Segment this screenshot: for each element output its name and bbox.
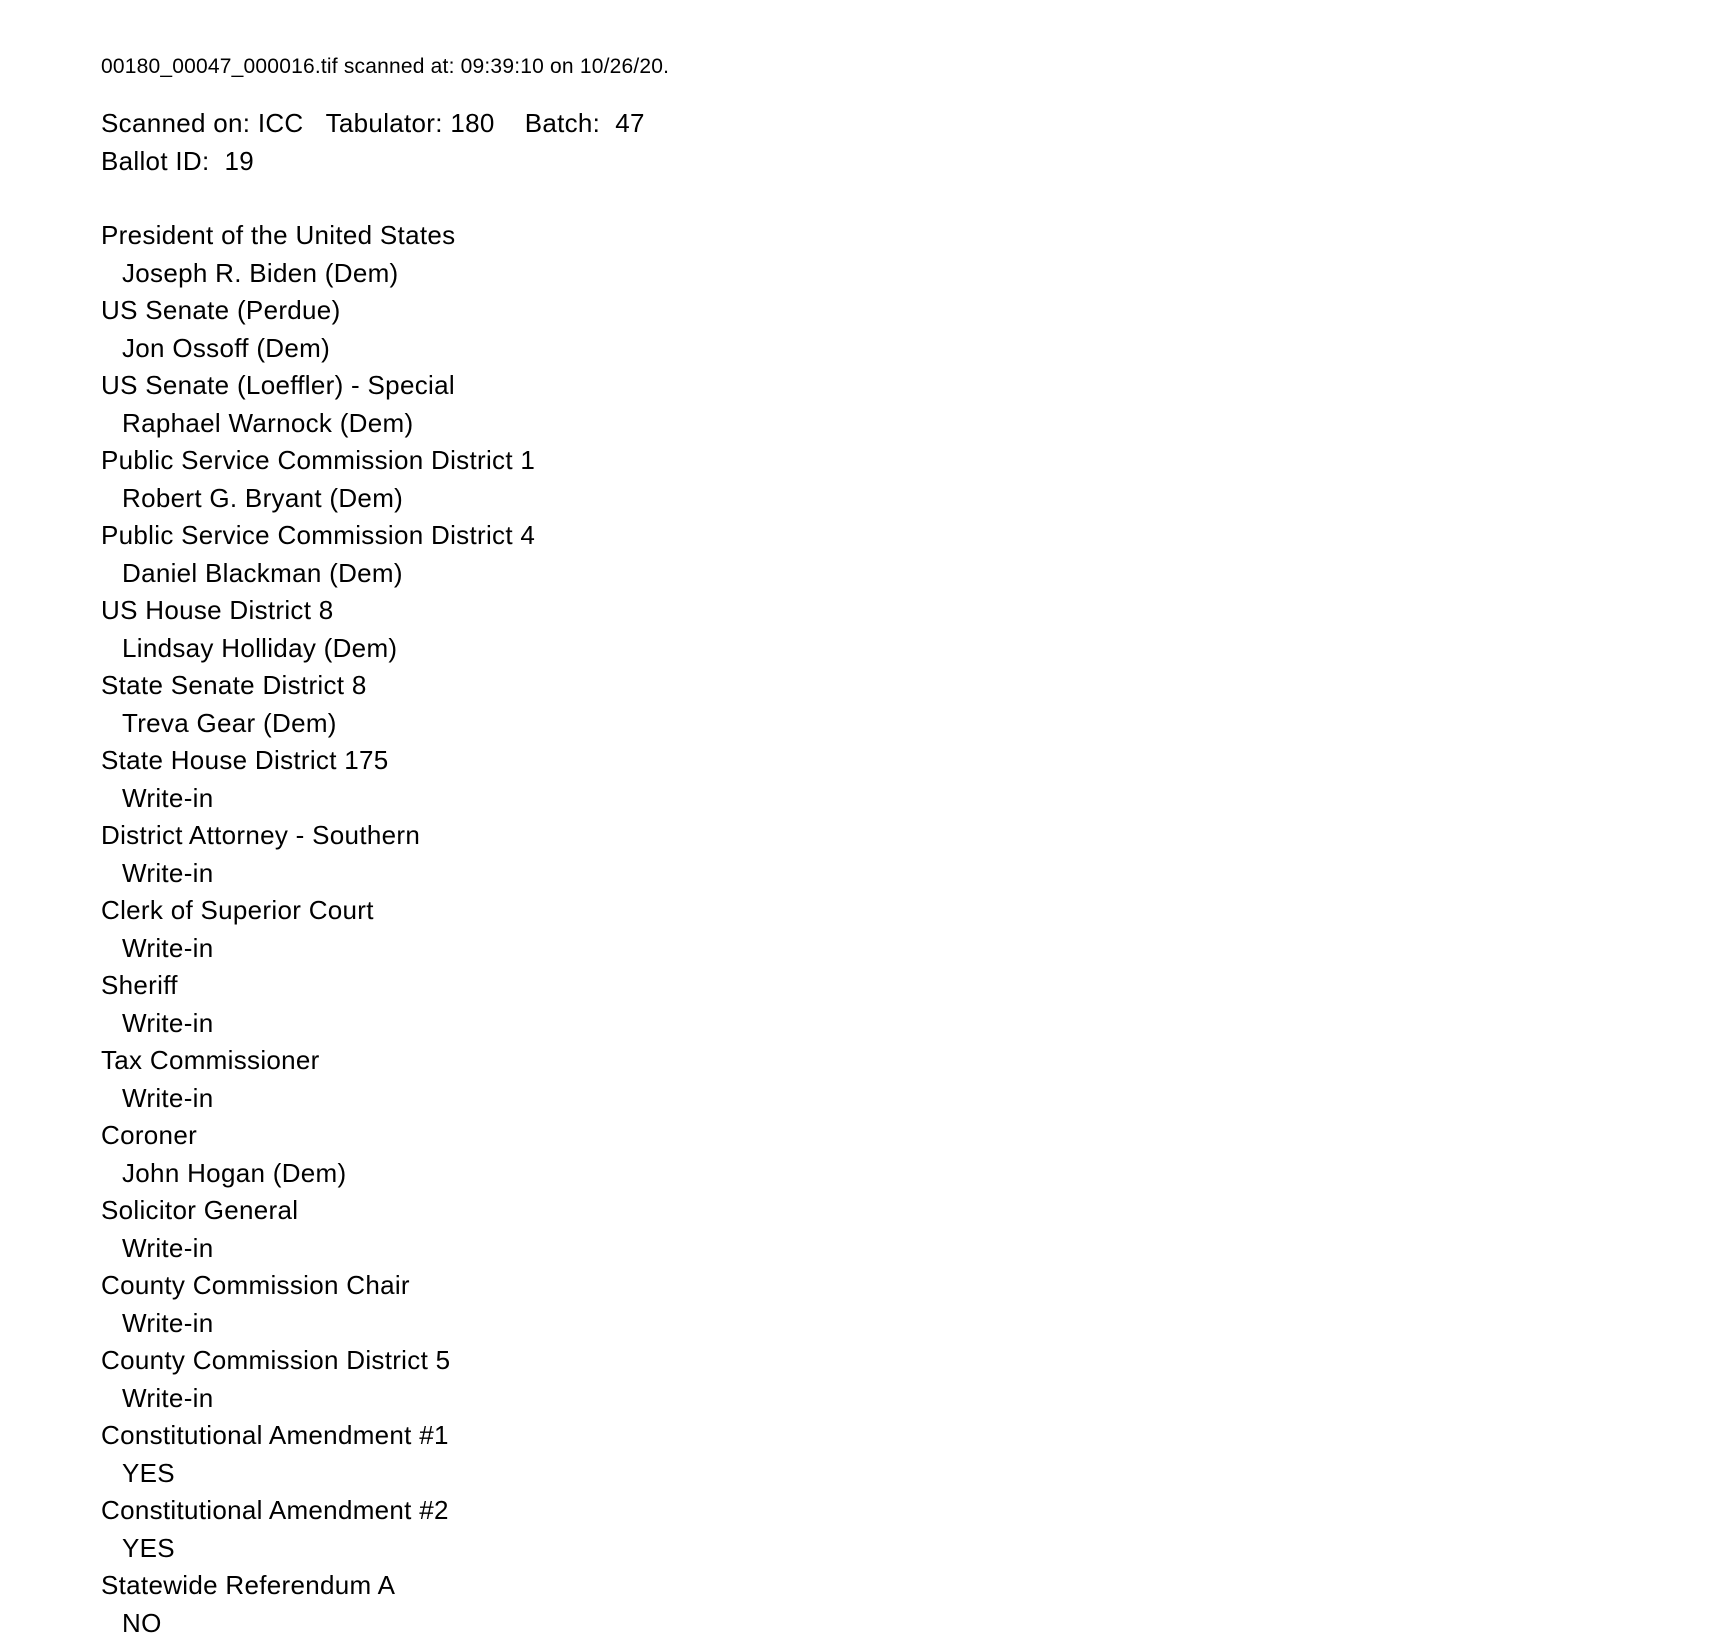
contest-choice: NO: [122, 1607, 162, 1638]
contest-item: [101, 1417, 1601, 1492]
contest-item: [101, 1492, 1601, 1567]
contest-item: [101, 892, 1601, 967]
contest-title: Public Service Commission District 1: [101, 445, 536, 475]
contest-title: US Senate (Perdue): [101, 295, 341, 325]
contest-title: Public Service Commission District 4: [101, 520, 536, 550]
contest-title: County Commission Chair: [101, 1270, 410, 1300]
contest-item: [101, 1192, 1601, 1267]
contest-item: [101, 292, 1601, 367]
contest-title: President of the United States: [101, 220, 456, 250]
contest-choice: Joseph R. Biden (Dem): [122, 257, 399, 288]
scanner-tabulator-batch-line: Scanned on: ICC Tabulator: 180 Batch: 47: [101, 108, 645, 138]
contest-choice: Write-in: [122, 932, 214, 963]
contest-choice: YES: [122, 1457, 175, 1488]
contest-title: State House District 175: [101, 745, 389, 775]
contest-title: Coroner: [101, 1120, 198, 1150]
contest-choice: Write-in: [122, 1007, 214, 1038]
contest-choice: Raphael Warnock (Dem): [122, 407, 414, 438]
contest-title: Constitutional Amendment #2: [101, 1495, 449, 1525]
contest-choice: Write-in: [122, 1082, 214, 1113]
contest-item: [101, 1342, 1601, 1417]
ballot-scan-page: [101, 48, 1601, 1642]
contest-choice: Daniel Blackman (Dem): [122, 557, 403, 588]
contest-choice: Write-in: [122, 857, 214, 888]
contest-list: [101, 217, 1601, 1642]
contest-title: Sheriff: [101, 970, 178, 1000]
contest-title: Tax Commissioner: [101, 1045, 320, 1075]
contest-title: State Senate District 8: [101, 670, 367, 700]
contest-choice: Write-in: [122, 1307, 214, 1338]
contest-item: [101, 1042, 1601, 1117]
contest-title: District Attorney - Southern: [101, 820, 421, 850]
contest-choice: Write-in: [122, 1382, 214, 1413]
contest-item: [101, 1117, 1601, 1192]
contest-item: [101, 742, 1601, 817]
contest-item: [101, 517, 1601, 592]
contest-item: [101, 1567, 1601, 1642]
contest-choice: Write-in: [122, 782, 214, 813]
contest-title: Statewide Referendum A: [101, 1570, 396, 1600]
contest-title: US Senate (Loeffler) - Special: [101, 370, 455, 400]
contest-choice: Jon Ossoff (Dem): [122, 332, 331, 363]
contest-item: [101, 592, 1601, 667]
contest-choice: Robert G. Bryant (Dem): [122, 482, 404, 513]
scan-meta-block: [101, 105, 1601, 180]
contest-choice: Treva Gear (Dem): [122, 707, 337, 738]
scan-file-line: 00180_00047_000016.tif scanned at: 09:39:10 on 10/26/20.: [101, 55, 670, 78]
ballot-id-line: Ballot ID: 19: [101, 145, 255, 176]
contest-title: Solicitor General: [101, 1195, 299, 1225]
contest-item: [101, 817, 1601, 892]
contest-title: Constitutional Amendment #1: [101, 1420, 449, 1450]
contest-item: [101, 217, 1601, 292]
contest-item: [101, 367, 1601, 442]
contest-item: [101, 442, 1601, 517]
contest-item: [101, 1267, 1601, 1342]
contest-choice: Lindsay Holliday (Dem): [122, 632, 398, 663]
contest-choice: Write-in: [122, 1232, 214, 1263]
contest-choice: YES: [122, 1532, 175, 1563]
contest-choice: John Hogan (Dem): [122, 1157, 347, 1188]
contest-item: [101, 667, 1601, 742]
contest-title: Clerk of Superior Court: [101, 895, 374, 925]
contest-title: County Commission District 5: [101, 1345, 451, 1375]
contest-title: US House District 8: [101, 595, 334, 625]
contest-item: [101, 967, 1601, 1042]
